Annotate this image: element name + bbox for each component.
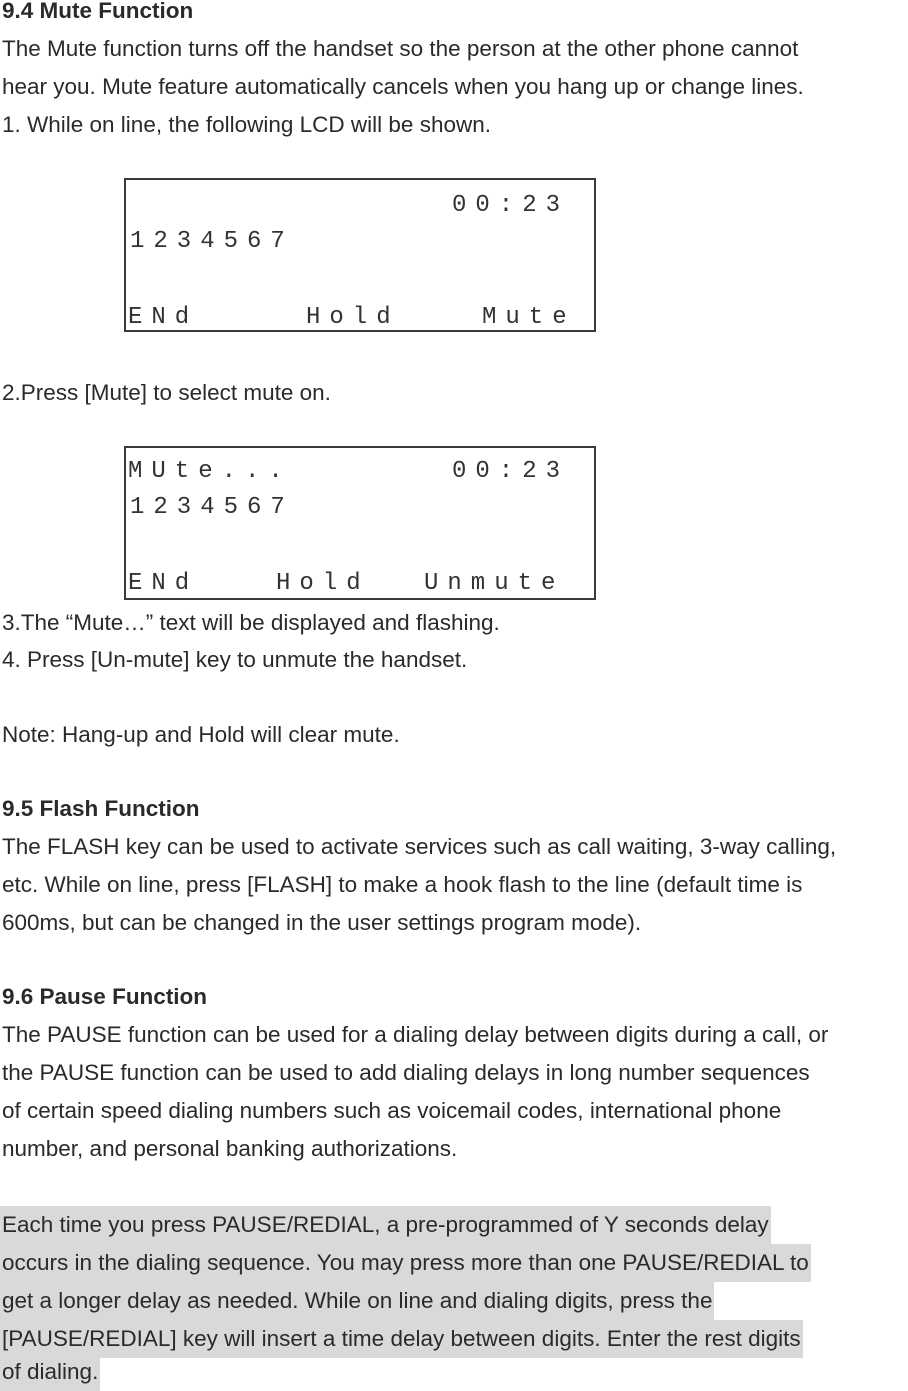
lcd-softkey-hold: Hold xyxy=(306,304,400,331)
lcd-softkey-mute: Mute xyxy=(482,304,576,331)
lcd-softkey-hold: Hold xyxy=(276,570,370,597)
heading-pause: 9.6 Pause Function xyxy=(2,984,208,1009)
paragraph-line: of certain speed dialing numbers such as voicemail codes, international phone xyxy=(2,1098,782,1123)
step-3: 3.The “Mute…” text will be displayed and flashing. xyxy=(2,610,500,635)
lcd-softkey-end: ENd xyxy=(128,570,199,597)
step-4: 4. Press [Un-mute] key to unmute the handset. xyxy=(2,647,468,672)
highlight-line: of dialing. xyxy=(0,1353,100,1391)
note: Note: Hang-up and Hold will clear mute. xyxy=(2,722,400,747)
paragraph-line: The FLASH key can be used to activate services such as call waiting, 3-way calling, xyxy=(2,834,837,859)
paragraph-line: number, and personal banking authorizations. xyxy=(2,1136,458,1161)
paragraph-line: 1. While on line, the following LCD will be shown. xyxy=(2,112,491,137)
heading-flash: 9.5 Flash Function xyxy=(2,796,200,821)
highlight-line: occurs in the dialing sequence. You may press more than one PAUSE/REDIAL to xyxy=(0,1244,811,1282)
paragraph-line: The Mute function turns off the handset so the person at the other phone cannot xyxy=(2,36,799,61)
paragraph-line: 600ms, but can be changed in the user settings program mode). xyxy=(2,910,642,935)
lcd-number: 1234567 xyxy=(130,228,294,255)
lcd-softkey-unmute: Unmute xyxy=(424,570,565,597)
heading-mute: 9.4 Mute Function xyxy=(2,0,194,23)
highlight-line: get a longer delay as needed. While on line and dialing digits, press the xyxy=(0,1282,714,1320)
lcd-status: MUte... xyxy=(128,458,292,485)
paragraph-line: the PAUSE function can be used to add dialing delays in long number sequences xyxy=(2,1060,810,1085)
paragraph-line: etc. While on line, press [FLASH] to make a hook flash to the line (default time is xyxy=(2,872,803,897)
highlight-line: Each time you press PAUSE/REDIAL, a pre-programmed of Y seconds delay xyxy=(0,1206,771,1244)
lcd-timer: 00:23 xyxy=(452,192,570,219)
step-2: 2.Press [Mute] to select mute on. xyxy=(2,380,331,405)
lcd-display-call xyxy=(124,178,596,332)
lcd-number: 1234567 xyxy=(130,494,294,521)
highlight-line: [PAUSE/REDIAL] key will insert a time delay between digits. Enter the rest digits xyxy=(0,1320,803,1358)
paragraph-line: The PAUSE function can be used for a dialing delay between digits during a call, or xyxy=(2,1022,829,1047)
lcd-softkey-end: ENd xyxy=(128,304,199,331)
lcd-display-muted xyxy=(124,446,596,600)
lcd-timer: 00:23 xyxy=(452,458,570,485)
paragraph-line: hear you. Mute feature automatically cancels when you hang up or change lines. xyxy=(2,74,804,99)
